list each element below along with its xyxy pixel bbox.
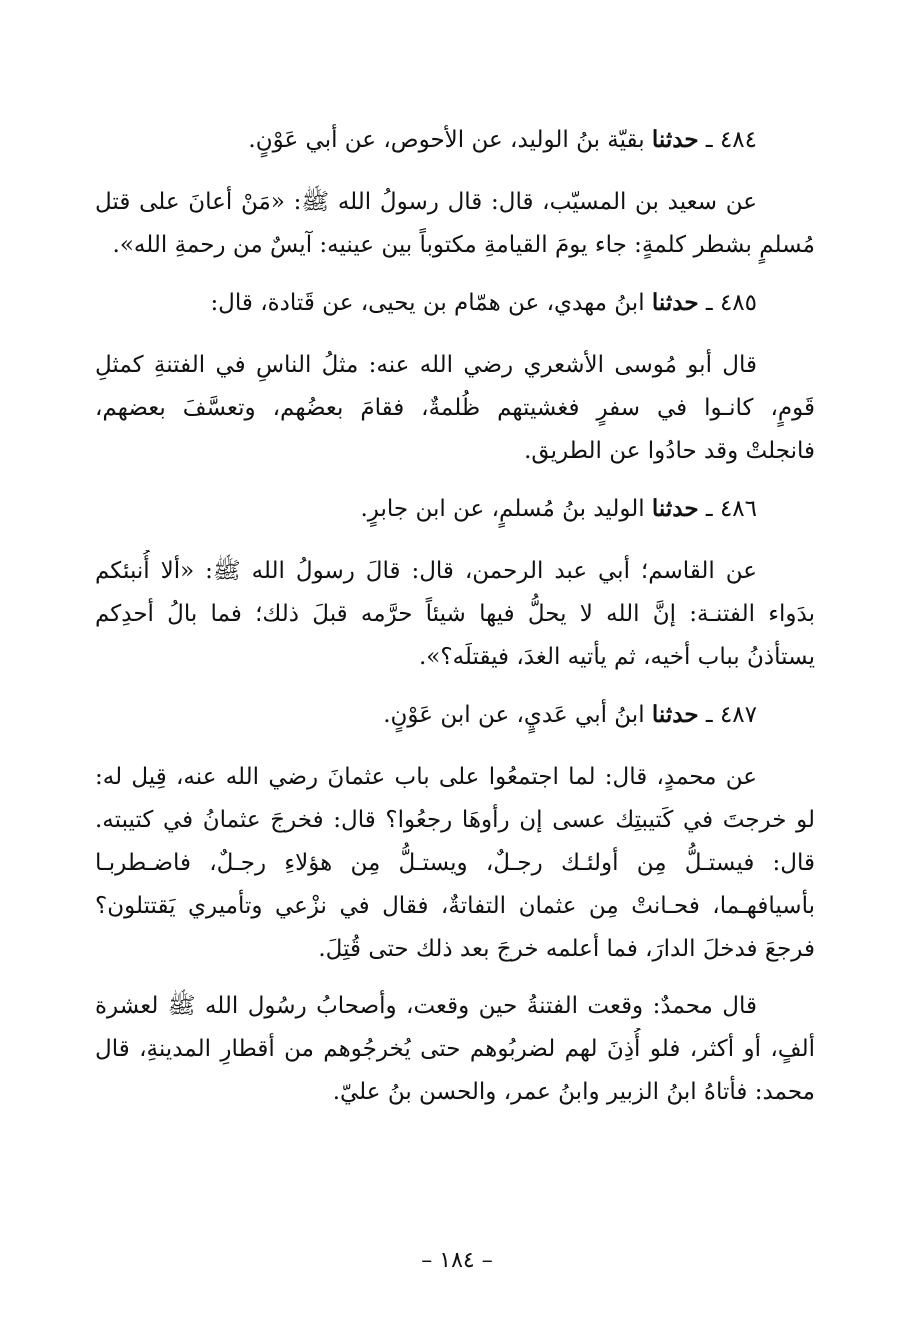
hadith-485-line-2: قَومٍ، كانـوا في سفرٍ فغشيتهم ظُلمةٌ، فقامَ بعضُهم، وتعسَّفَ بعضهم، — [95, 395, 815, 421]
hadith-484-number: ٤٨٤ ـ — [705, 127, 757, 153]
hadith-486-line-3: يستأذنُ بباب أخيه، ثم يأتيه الغدَ، فيقتلَه؟». — [419, 644, 815, 670]
hadith-485-line-3: فانجلتْ وقد حادُوا عن الطريق. — [524, 438, 815, 464]
hadith-486-heading — [95, 487, 815, 530]
hadith-484-keyword: حدثنا — [651, 126, 699, 153]
hadith-485-line-1: قال أبو مُوسى الأشعري رضي الله عنه: مثلُ الناسِ في الفتنةِ كمثلِ — [95, 352, 757, 378]
hadith-487-line-1: عن محمدٍ، قال: لما اجتمعُوا على باب عثمانَ رضي الله عنه، قِيل له: — [95, 764, 757, 790]
hadith-487-number: ٤٨٧ ـ — [705, 702, 757, 728]
hadith-487-keyword: حدثنا — [651, 701, 699, 728]
hadith-484-line-2: مُسلمٍ بشطر كلمةٍ: جاء يومَ القيامةِ مكتوباً بين عينيه: آيسٌ من رحمةِ الله». — [112, 232, 815, 258]
page-body — [95, 118, 815, 1114]
page-number: – ١٨٤ – — [421, 1248, 493, 1273]
hadith-485-chain: ابنُ مهدي، عن همّام بن يحيى، عن قَتادة، قال: — [210, 290, 645, 316]
hadith-487-heading — [95, 693, 815, 736]
hadith-484-heading — [95, 118, 815, 161]
hadith-485-number: ٤٨٥ ـ — [705, 290, 757, 316]
hadith-487-continuation-line-3: محمد: فأتاهُ ابنُ الزبير وابنُ عمر، والحسن بنُ عليّ. — [332, 1079, 815, 1105]
hadith-487-continuation-line-1: قال محمدٌ: وقعت الفتنةُ حين وقعت، وأصحابُ رسُول الله ﷺ لعشرة — [95, 993, 757, 1019]
hadith-485-heading — [95, 281, 815, 324]
hadith-486-keyword: حدثنا — [651, 495, 699, 522]
hadith-484-line-1: عن سعيد بن المسيّب، قال: قال رسولُ الله ﷺ: «مَنْ أعانَ على قتل — [95, 189, 757, 215]
hadith-487-chain: ابنُ أبي عَديٍ، عن ابن عَوْنٍ. — [383, 702, 645, 728]
hadith-487-line-2: لو خرجتَ في كَتيبتِك عسى إن رأوهَا رجعُوا؟ قال: فخرجَ عثمانُ في كتيبته. — [95, 807, 815, 833]
hadith-484-chain: بقيّة بنُ الوليد، عن الأحوص، عن أبي عَوْنٍ. — [248, 127, 645, 153]
hadith-487-line-5: فرجعَ فدخلَ الدارَ، فما أعلمه خرجَ بعد ذلك حتى قُتِلَ. — [318, 936, 815, 962]
hadith-487-continuation-line-2: ألفٍ، أو أكثر، فلو أُذِنَ لهم لضربُوهم حتى يُخرجُوهم من أقطارِ المدينةِ، قال — [95, 1036, 815, 1062]
hadith-487-line-3: قال: فيستـلُّ مِن أولئـك رجـلٌ، ويستـلُّ مِن هؤلاءِ رجـلٌ، فاضـطربـا — [95, 850, 815, 876]
hadith-485-keyword: حدثنا — [651, 289, 699, 316]
hadith-486-number: ٤٨٦ ـ — [705, 496, 757, 522]
hadith-486-line-2: بدَواء الفتنـة: إنَّ الله لا يحلُّ فيها شيئاً حرَّمه قبلَ ذلك؛ فما بالُ أحدِكم — [95, 601, 815, 627]
hadith-486-line-1: عن القاسم؛ أبي عبد الرحمن، قال: قالَ رسولُ الله ﷺ: «ألا أُنبئكم — [95, 558, 757, 584]
hadith-487-line-4: بأسيافهـما، فحـانتْ مِن عثمان التفاتةٌ، فقال في نزْعي وتأميري يَقتتلون؟ — [95, 893, 815, 919]
hadith-486-chain: الوليد بنُ مُسلمٍ، عن ابن جابرٍ. — [360, 496, 645, 522]
